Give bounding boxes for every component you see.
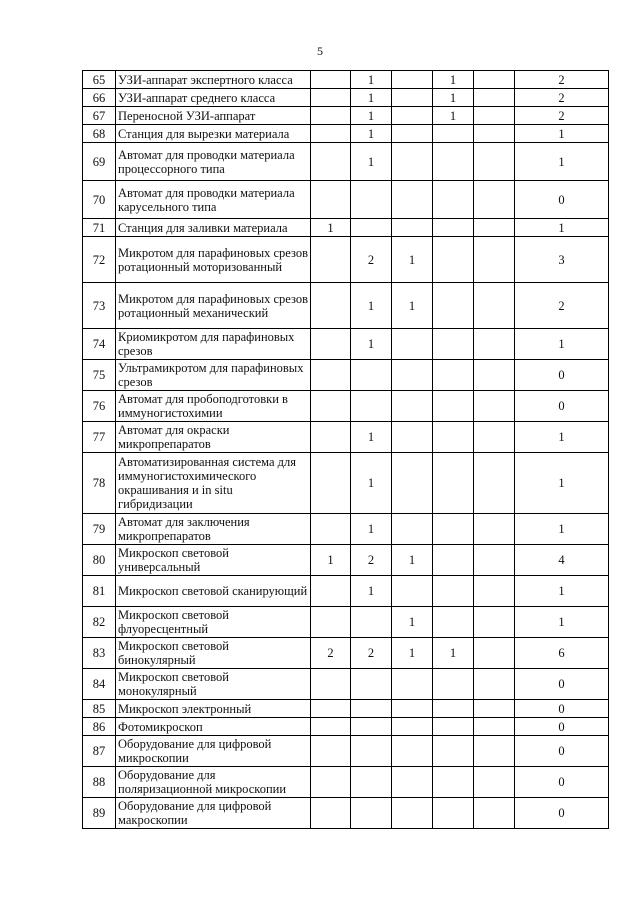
table-row <box>83 125 609 143</box>
total-cell: 1 <box>515 576 609 607</box>
count-cell <box>392 219 433 237</box>
row-number-cell: 80 <box>83 545 116 576</box>
table-row <box>83 453 609 514</box>
count-cell <box>311 453 351 514</box>
equipment-name-cell: Фотомикроскоп <box>116 718 311 736</box>
count-cell <box>474 181 515 219</box>
row-number-cell: 83 <box>83 638 116 669</box>
count-cell <box>433 125 474 143</box>
count-cell <box>311 283 351 329</box>
count-cell <box>474 514 515 545</box>
equipment-name-cell: Оборудование для поляризационной микроскопии <box>116 767 311 798</box>
equipment-name-cell: Ультрамикротом для парафиновых срезов <box>116 360 311 391</box>
count-cell <box>392 107 433 125</box>
total-cell: 1 <box>515 607 609 638</box>
table-row <box>83 422 609 453</box>
count-cell <box>392 71 433 89</box>
equipment-name-cell: Станция для заливки материала <box>116 219 311 237</box>
total-cell: 1 <box>515 329 609 360</box>
count-cell <box>392 453 433 514</box>
count-cell <box>311 736 351 767</box>
count-cell <box>351 669 392 700</box>
count-cell <box>433 422 474 453</box>
table-row <box>83 718 609 736</box>
total-cell: 2 <box>515 71 609 89</box>
count-cell <box>474 237 515 283</box>
count-cell <box>311 360 351 391</box>
count-cell <box>433 391 474 422</box>
count-cell <box>474 700 515 718</box>
equipment-name-cell: Автомат для проводки материала процессорного типа <box>116 143 311 181</box>
row-number-cell: 72 <box>83 237 116 283</box>
count-cell <box>392 125 433 143</box>
count-cell <box>351 798 392 829</box>
count-cell <box>392 329 433 360</box>
total-cell: 2 <box>515 89 609 107</box>
count-cell <box>392 669 433 700</box>
total-cell: 1 <box>515 125 609 143</box>
total-cell: 2 <box>515 107 609 125</box>
row-number-cell: 73 <box>83 283 116 329</box>
count-cell <box>433 767 474 798</box>
count-cell <box>474 576 515 607</box>
count-cell <box>433 607 474 638</box>
total-cell: 0 <box>515 767 609 798</box>
total-cell: 0 <box>515 736 609 767</box>
total-cell: 0 <box>515 181 609 219</box>
row-number-cell: 85 <box>83 700 116 718</box>
count-cell <box>474 736 515 767</box>
count-cell <box>474 638 515 669</box>
equipment-table <box>82 70 609 829</box>
count-cell <box>392 576 433 607</box>
table-row <box>83 736 609 767</box>
count-cell: 1 <box>433 89 474 107</box>
count-cell <box>351 700 392 718</box>
count-cell: 1 <box>392 607 433 638</box>
count-cell <box>474 453 515 514</box>
count-cell <box>392 181 433 219</box>
count-cell <box>433 219 474 237</box>
count-cell <box>311 700 351 718</box>
count-cell <box>433 283 474 329</box>
table-row <box>83 767 609 798</box>
count-cell: 1 <box>392 638 433 669</box>
equipment-name-cell: Автомат для окраски микропрепаратов <box>116 422 311 453</box>
count-cell <box>351 181 392 219</box>
count-cell: 1 <box>351 283 392 329</box>
equipment-name-cell: Микроскоп световой монокулярный <box>116 669 311 700</box>
count-cell <box>433 736 474 767</box>
count-cell: 1 <box>311 545 351 576</box>
table-row <box>83 607 609 638</box>
count-cell <box>392 700 433 718</box>
count-cell <box>311 391 351 422</box>
row-number-cell: 81 <box>83 576 116 607</box>
count-cell <box>433 576 474 607</box>
equipment-name-cell: Микроскоп световой флуоресцентный <box>116 607 311 638</box>
count-cell: 1 <box>311 219 351 237</box>
count-cell: 2 <box>351 237 392 283</box>
row-number-cell: 77 <box>83 422 116 453</box>
count-cell: 1 <box>351 514 392 545</box>
row-number-cell: 70 <box>83 181 116 219</box>
count-cell <box>474 545 515 576</box>
count-cell: 1 <box>351 143 392 181</box>
count-cell <box>474 607 515 638</box>
count-cell <box>474 125 515 143</box>
count-cell <box>433 700 474 718</box>
count-cell <box>351 767 392 798</box>
row-number-cell: 68 <box>83 125 116 143</box>
row-number-cell: 74 <box>83 329 116 360</box>
count-cell <box>311 422 351 453</box>
equipment-name-cell: Микроскоп световой бинокулярный <box>116 638 311 669</box>
total-cell: 0 <box>515 391 609 422</box>
table-row <box>83 143 609 181</box>
table-row <box>83 545 609 576</box>
count-cell <box>311 89 351 107</box>
count-cell <box>351 219 392 237</box>
count-cell <box>433 545 474 576</box>
count-cell: 1 <box>392 545 433 576</box>
total-cell: 0 <box>515 798 609 829</box>
row-number-cell: 78 <box>83 453 116 514</box>
count-cell: 1 <box>351 71 392 89</box>
total-cell: 0 <box>515 718 609 736</box>
table-row <box>83 638 609 669</box>
count-cell <box>433 798 474 829</box>
table-row <box>83 107 609 125</box>
count-cell <box>392 718 433 736</box>
row-number-cell: 66 <box>83 89 116 107</box>
count-cell <box>351 736 392 767</box>
count-cell <box>433 329 474 360</box>
total-cell: 1 <box>515 219 609 237</box>
count-cell <box>392 360 433 391</box>
count-cell: 1 <box>351 453 392 514</box>
count-cell <box>351 360 392 391</box>
equipment-name-cell: Автомат для пробоподготовки в иммуногистохимии <box>116 391 311 422</box>
count-cell <box>474 669 515 700</box>
row-number-cell: 76 <box>83 391 116 422</box>
count-cell <box>474 718 515 736</box>
total-cell: 0 <box>515 669 609 700</box>
count-cell <box>392 422 433 453</box>
table-row <box>83 669 609 700</box>
total-cell: 2 <box>515 283 609 329</box>
total-cell: 0 <box>515 700 609 718</box>
row-number-cell: 89 <box>83 798 116 829</box>
count-cell <box>474 767 515 798</box>
count-cell <box>311 767 351 798</box>
count-cell <box>433 143 474 181</box>
equipment-name-cell: Автомат для проводки материала карусельного типа <box>116 181 311 219</box>
table-row <box>83 360 609 391</box>
total-cell: 0 <box>515 360 609 391</box>
equipment-name-cell: Автоматизированная система для иммуногистохимического окрашивания и in situ гибридизации <box>116 453 311 514</box>
count-cell <box>392 736 433 767</box>
count-cell <box>474 71 515 89</box>
count-cell <box>474 422 515 453</box>
count-cell <box>311 181 351 219</box>
count-cell <box>311 798 351 829</box>
table-row <box>83 89 609 107</box>
equipment-name-cell: УЗИ-аппарат среднего класса <box>116 89 311 107</box>
total-cell: 1 <box>515 514 609 545</box>
count-cell: 1 <box>351 576 392 607</box>
table-row <box>83 237 609 283</box>
count-cell: 1 <box>433 71 474 89</box>
count-cell <box>351 391 392 422</box>
row-number-cell: 87 <box>83 736 116 767</box>
row-number-cell: 84 <box>83 669 116 700</box>
row-number-cell: 86 <box>83 718 116 736</box>
count-cell <box>433 237 474 283</box>
equipment-name-cell: Микротом для парафиновых срезов ротационный механический <box>116 283 311 329</box>
count-cell: 1 <box>392 283 433 329</box>
table-row <box>83 219 609 237</box>
count-cell: 1 <box>351 422 392 453</box>
count-cell <box>433 669 474 700</box>
count-cell <box>474 798 515 829</box>
count-cell: 1 <box>392 237 433 283</box>
count-cell: 1 <box>433 638 474 669</box>
table-row <box>83 700 609 718</box>
row-number-cell: 71 <box>83 219 116 237</box>
equipment-name-cell: Оборудование для цифровой микроскопии <box>116 736 311 767</box>
total-cell: 3 <box>515 237 609 283</box>
total-cell: 4 <box>515 545 609 576</box>
count-cell <box>311 576 351 607</box>
count-cell <box>433 181 474 219</box>
total-cell: 1 <box>515 453 609 514</box>
count-cell: 2 <box>311 638 351 669</box>
count-cell: 1 <box>351 89 392 107</box>
row-number-cell: 82 <box>83 607 116 638</box>
count-cell <box>351 607 392 638</box>
count-cell <box>474 219 515 237</box>
count-cell <box>433 360 474 391</box>
count-cell <box>433 453 474 514</box>
count-cell <box>433 718 474 736</box>
total-cell: 1 <box>515 143 609 181</box>
equipment-name-cell: Переносной УЗИ-аппарат <box>116 107 311 125</box>
row-number-cell: 67 <box>83 107 116 125</box>
count-cell <box>433 514 474 545</box>
table-row <box>83 71 609 89</box>
equipment-name-cell: Микроскоп световой сканирующий <box>116 576 311 607</box>
count-cell: 2 <box>351 545 392 576</box>
count-cell: 1 <box>433 107 474 125</box>
count-cell: 2 <box>351 638 392 669</box>
count-cell <box>474 283 515 329</box>
count-cell <box>474 360 515 391</box>
row-number-cell: 69 <box>83 143 116 181</box>
equipment-name-cell: Микроскоп световой универсальный <box>116 545 311 576</box>
table-row <box>83 576 609 607</box>
row-number-cell: 88 <box>83 767 116 798</box>
count-cell <box>392 798 433 829</box>
count-cell <box>311 329 351 360</box>
count-cell <box>311 125 351 143</box>
count-cell <box>474 391 515 422</box>
total-cell: 1 <box>515 422 609 453</box>
count-cell: 1 <box>351 329 392 360</box>
count-cell <box>311 669 351 700</box>
equipment-name-cell: Микротом для парафиновых срезов ротационный моторизованный <box>116 237 311 283</box>
count-cell <box>311 237 351 283</box>
count-cell <box>474 143 515 181</box>
count-cell: 1 <box>351 107 392 125</box>
equipment-name-cell: Автомат для заключения микропрепаратов <box>116 514 311 545</box>
table-body <box>83 71 609 829</box>
count-cell <box>311 718 351 736</box>
count-cell <box>311 514 351 545</box>
count-cell <box>311 71 351 89</box>
table-row <box>83 798 609 829</box>
count-cell <box>474 89 515 107</box>
count-cell <box>392 391 433 422</box>
equipment-name-cell: Станция для вырезки материала <box>116 125 311 143</box>
row-number-cell: 65 <box>83 71 116 89</box>
table-row <box>83 514 609 545</box>
count-cell <box>474 107 515 125</box>
count-cell <box>351 718 392 736</box>
table-row <box>83 391 609 422</box>
equipment-name-cell: Оборудование для цифровой макроскопии <box>116 798 311 829</box>
page-number: 5 <box>317 44 323 58</box>
count-cell <box>392 143 433 181</box>
equipment-name-cell: УЗИ-аппарат экспертного класса <box>116 71 311 89</box>
count-cell <box>392 767 433 798</box>
count-cell <box>311 607 351 638</box>
count-cell: 1 <box>351 125 392 143</box>
total-cell: 6 <box>515 638 609 669</box>
count-cell <box>392 514 433 545</box>
count-cell <box>392 89 433 107</box>
count-cell <box>311 143 351 181</box>
equipment-name-cell: Криомикротом для парафиновых срезов <box>116 329 311 360</box>
table-row <box>83 329 609 360</box>
table-row <box>83 181 609 219</box>
count-cell <box>474 329 515 360</box>
row-number-cell: 75 <box>83 360 116 391</box>
row-number-cell: 79 <box>83 514 116 545</box>
table-row <box>83 283 609 329</box>
equipment-name-cell: Микроскоп электронный <box>116 700 311 718</box>
count-cell <box>311 107 351 125</box>
